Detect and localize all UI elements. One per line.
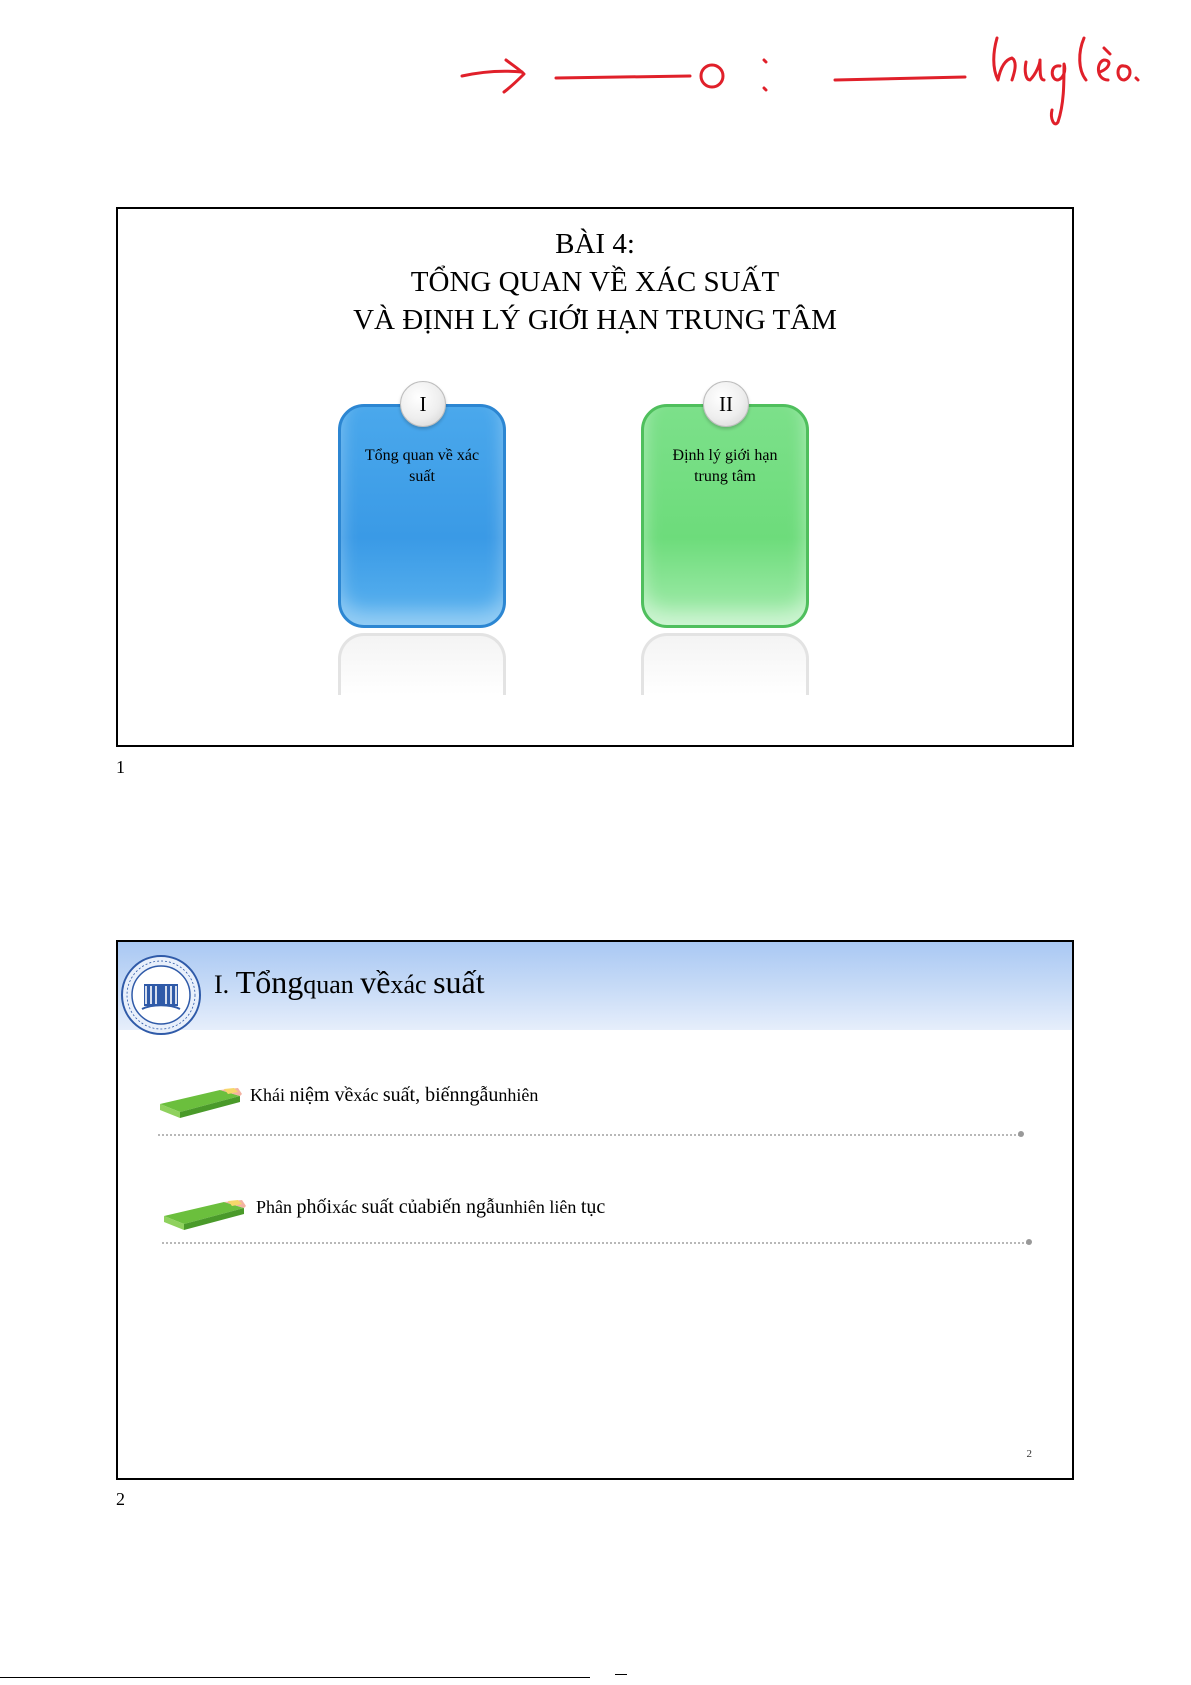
bullet-word: biến — [425, 1084, 460, 1106]
slide-heading — [214, 964, 485, 1001]
card-label-line-2: suất — [409, 468, 435, 485]
title-line-2: TỔNG QUAN VỀ XÁC SUẤT — [410, 266, 780, 298]
bullet-word: ngẫu — [459, 1084, 499, 1106]
bullet-word: xác — [353, 1085, 383, 1105]
footer-rule-mark — [615, 1674, 627, 1675]
page-number-1: 1 — [116, 757, 125, 777]
handwritten-annotation — [0, 0, 1191, 140]
card-label-line-2: trung tâm — [694, 468, 756, 485]
heading-word: Tổng — [235, 964, 304, 1000]
page-number-2: 2 — [116, 1489, 125, 1509]
bullet-word: xác — [332, 1197, 362, 1217]
heading-word: về — [360, 964, 391, 1000]
card-probability-overview — [338, 404, 506, 628]
faculty-of-statistics-logo-icon — [120, 954, 202, 1036]
dotted-divider — [158, 1134, 1020, 1136]
heading-word: quan — [303, 970, 361, 999]
card-label — [349, 445, 495, 487]
card-reflection — [338, 633, 506, 695]
bullet-word: biến — [426, 1196, 466, 1218]
slide-number: 2 — [1026, 1448, 1032, 1460]
bullet-word: niệm — [289, 1084, 335, 1106]
bullet-word: nhiên liên — [504, 1197, 581, 1217]
slide-1 — [116, 207, 1074, 747]
dotted-divider — [162, 1242, 1028, 1244]
roman-numeral-badge: II — [703, 381, 749, 427]
pencil-eraser-icon — [162, 1194, 248, 1234]
bullet-word: phối — [296, 1196, 333, 1218]
title-line-3: VÀ ĐỊNH LÝ GIỚI HẠN TRUNG TÂM — [353, 304, 837, 336]
card-reflection — [641, 633, 809, 695]
bullet-word: nhiên — [498, 1085, 539, 1105]
bullet-text — [250, 1084, 538, 1107]
card-central-limit-theorem — [641, 404, 809, 628]
footer-rule — [0, 1677, 590, 1678]
bullet-word: tục — [580, 1196, 606, 1218]
title-line-1: BÀI 4: — [555, 228, 635, 260]
slide-2 — [116, 940, 1074, 1480]
divider-end-dot — [1026, 1239, 1032, 1245]
card-label-line-1: Định lý giới hạn — [672, 447, 778, 464]
heading-word: xác — [390, 970, 434, 999]
bullet-word: Khái — [250, 1085, 290, 1105]
divider-end-dot — [1018, 1131, 1024, 1137]
bullet-word: suất — [361, 1196, 399, 1218]
bullet-word: Phân — [256, 1197, 297, 1217]
slide-title — [118, 225, 1072, 339]
pencil-eraser-icon — [158, 1082, 244, 1122]
bullet-item — [162, 1194, 1042, 1238]
bullet-item — [158, 1082, 1038, 1126]
heading-word: suất — [433, 964, 485, 1000]
card-label — [652, 445, 798, 487]
bullet-word: suất, — [382, 1084, 426, 1106]
heading-numeral: I. — [214, 970, 236, 999]
bullet-word: về — [334, 1084, 354, 1106]
bullet-word: của — [398, 1196, 427, 1218]
card-label-line-1: Tổng quan về xác — [364, 447, 480, 464]
bullet-text — [256, 1196, 605, 1219]
bullet-word: ngẫu — [465, 1196, 505, 1218]
roman-numeral-badge: I — [400, 381, 446, 427]
